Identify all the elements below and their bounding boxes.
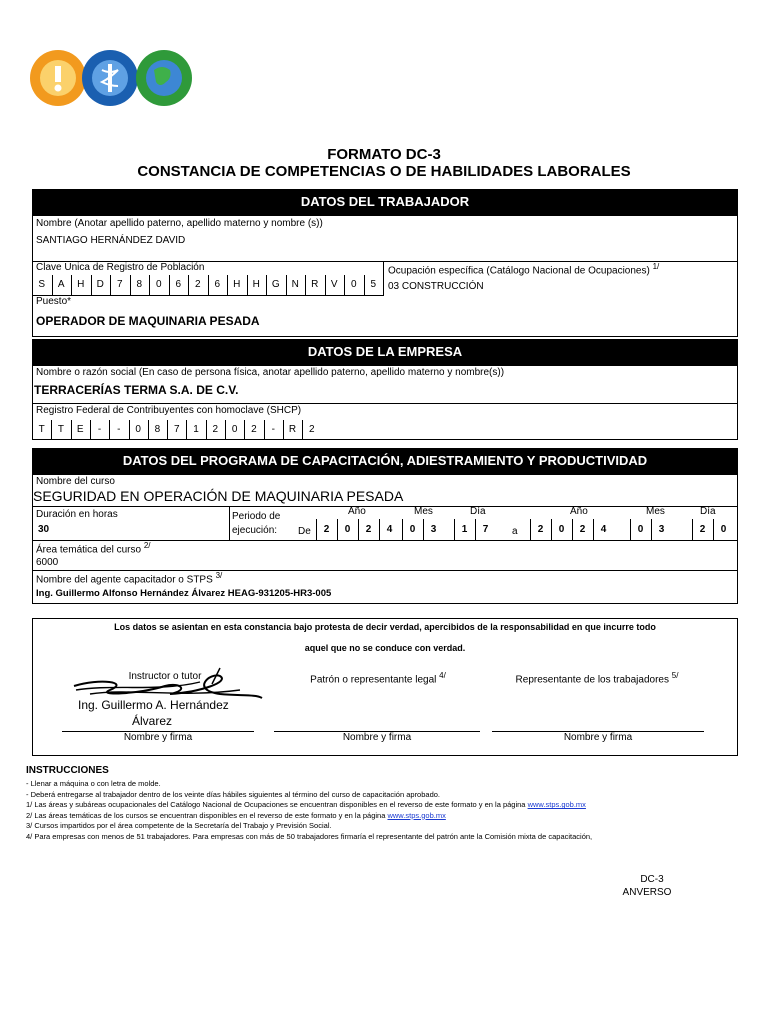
ocupacion-value: 03 CONSTRUCCIÓN (388, 281, 484, 292)
instruccion-3: 1/ Las áreas y subáreas ocupacionales del Catálogo Nacional de Ocupaciones se encuentran disponibles en el reverso de este formato y en la página www.stps.gob.mx (26, 800, 586, 810)
char-cell: 6 (214, 279, 221, 290)
char-cell: E (76, 424, 84, 435)
instruccion-4: 2/ Las áreas temáticas de los cursos se encuentran disponibles en el reverso de este formato y en la página www.stps.gob.mx (26, 810, 446, 820)
protesta-line-2: aquel que no se conduce con verdad. (304, 643, 466, 653)
char-cell: T (38, 424, 45, 435)
char-cell: - (97, 424, 102, 435)
date-digit: 2 (699, 524, 706, 535)
date-digit: 0 (344, 524, 351, 535)
fechas-ejecucion (316, 519, 738, 540)
footer-side: ANVERSO (622, 887, 672, 898)
agente-value: Ing. Guillermo Alfonso Hernández Álvarez HEAG-931205-HR3-005 (36, 588, 332, 599)
instruccion-2: - Deberá entregarse al trabajador dentro de los veinte días hábiles siguientes al término del curso de capacitación aprobado. (26, 789, 441, 799)
instructor-nombre-1: Ing. Guillermo A. Hernández (78, 698, 229, 712)
char-cell: 0 (231, 424, 238, 435)
instructor-nombre-firma: Nombre y firma (123, 732, 193, 743)
char-cell: 2 (194, 279, 201, 290)
char-cell: 0 (155, 279, 162, 290)
nombre-trabajador-label: Nombre (Anotar apellido paterno, apellido materno y nombre (s)) (36, 218, 323, 229)
area-tematica-value: 6000 (36, 557, 59, 568)
area-tematica-label: Área temática del curso $^{2/}$ (36, 541, 151, 556)
instruccion-6: 4/ Para empresas con menos de 51 trabajadores. Para empresas con más de 50 trabajadores firmaría el representante del patrón ante la Comisión mixta de capacitación, (26, 831, 593, 841)
curp-label: Clave Unica de Registro de Población (36, 262, 205, 273)
footer-code: DC-3 (640, 874, 664, 885)
representante-nombre-firma: Nombre y firma (563, 732, 633, 743)
date-digit: 0 (558, 524, 565, 535)
instrucciones-title: INSTRUCCIONES (26, 765, 109, 776)
instrucciones-list (26, 779, 746, 843)
section-header-trabajador: DATOS DEL TRABAJADOR (32, 189, 738, 215)
rfc-label: Registro Federal de Contribuyentes con homoclave (SHCP) (36, 405, 302, 416)
date-digit: 3 (430, 524, 437, 535)
fin-dia-label: Día (700, 506, 716, 517)
nombre-trabajador-value: SANTIAGO HERNÁNDEZ DAVID (36, 235, 186, 246)
rfc-chars (32, 420, 322, 440)
char-cell: H (233, 279, 241, 290)
char-cell: G (271, 279, 280, 290)
char-cell: 8 (154, 424, 161, 435)
curso-value: SEGURIDAD EN OPERACIÓN DE MAQUINARIA PESADA (33, 488, 404, 504)
instruccion-5: 3/ Cursos impartidos por el área competente de la Secretaría del Trabajo y Previsión Social. (26, 821, 332, 831)
char-cell: 2 (251, 424, 257, 435)
char-cell: R (311, 279, 319, 290)
char-cell: 1 (193, 424, 199, 435)
puesto-label: Puesto* (36, 296, 72, 307)
char-cell: 5 (370, 279, 377, 290)
puesto-value: OPERADOR DE MAQUINARIA PESADA (36, 314, 260, 328)
health-logo-icon (82, 50, 138, 106)
date-digit: 1 (461, 524, 468, 535)
stps-link-1[interactable]: www.stps.gob.mx (527, 800, 586, 810)
char-cell: 0 (350, 279, 357, 290)
date-digit: 2 (579, 524, 586, 535)
date-digit: 3 (658, 524, 665, 535)
date-digit: 2 (537, 524, 544, 535)
instructor-label: Instructor o tutor (128, 671, 202, 682)
duracion-value: 30 (38, 524, 50, 535)
char-cell: 8 (136, 279, 143, 290)
date-digit: 4 (600, 524, 607, 535)
de-label: De (298, 526, 311, 537)
char-cell: 0 (135, 424, 141, 435)
char-cell: H (252, 279, 260, 290)
ocupacion-label: Ocupación específica (Catálogo Nacional de Ocupaciones) $^{1/}$ (388, 262, 660, 277)
date-digit: 0 (720, 524, 727, 535)
safety-logo-icon (30, 50, 86, 106)
date-digit: 4 (386, 524, 393, 535)
char-cell: 2 (212, 424, 219, 435)
inicio-dia-label: Día (470, 506, 486, 517)
stps-logos (28, 46, 198, 108)
date-digit: 0 (637, 524, 644, 535)
char-cell: 7 (116, 279, 123, 290)
instruccion-1: - Llenar a máquina o con letra de molde. (26, 779, 161, 788)
char-cell: H (77, 279, 85, 290)
char-cell: R (288, 424, 297, 435)
fin-anio-label: Año (570, 506, 588, 517)
char-cell: A (57, 279, 65, 290)
patron-label: Patrón o representante legal $^{4/}$ (310, 671, 446, 686)
stps-link-2[interactable]: www.stps.gob.mx (387, 810, 446, 820)
environment-logo-icon (136, 50, 192, 106)
date-digit: 2 (365, 524, 372, 535)
char-cell: D (96, 279, 104, 290)
fin-mes-label: Mes (646, 506, 665, 517)
char-cell: N (291, 279, 299, 290)
char-cell: - (271, 424, 275, 435)
date-digit: 7 (482, 524, 489, 535)
curso-label: Nombre del curso (36, 476, 115, 487)
curp-chars (32, 275, 384, 295)
char-cell: 2 (309, 424, 315, 435)
duracion-label: Duración en horas (36, 509, 118, 520)
inicio-anio-label: Año (348, 506, 366, 517)
section-header-programa: DATOS DEL PROGRAMA DE CAPACITACIÓN, ADIESTRAMIENTO Y PRODUCTIVIDAD (32, 448, 738, 474)
instructor-nombre-2: Álvarez (132, 714, 173, 728)
date-digit: 0 (409, 524, 416, 535)
char-cell: - (117, 424, 121, 435)
agente-label: Nombre del agente capacitador o STPS $^{3/}$ (36, 571, 223, 586)
razon-social-value: TERRACERÍAS TERMA S.A. DE C.V. (34, 383, 239, 397)
char-cell: V (330, 279, 338, 290)
patron-nombre-firma: Nombre y firma (342, 732, 412, 743)
representante-label: Representante de los trabajadores $^{5/}$ (515, 671, 679, 686)
form-title: FORMATO DC-3 (327, 146, 441, 163)
periodo-label-2: ejecución: (232, 525, 278, 536)
char-cell: S (38, 279, 46, 290)
char-cell: T (57, 424, 64, 435)
char-cell: 6 (175, 279, 182, 290)
section-header-empresa: DATOS DE LA EMPRESA (32, 339, 738, 365)
char-cell: 7 (173, 424, 180, 435)
a-label: a (512, 526, 518, 537)
protesta-line-1: Los datos se asientan en esta constancia bajo protesta de decir verdad, apercibidos de la responsabilidad en que incurre todo (114, 622, 656, 632)
razon-social-label: Nombre o razón social (En caso de persona física, anotar apellido paterno, apellido materno y nombre(s)) (36, 367, 505, 378)
inicio-mes-label: Mes (414, 506, 433, 517)
form-subtitle: CONSTANCIA DE COMPETENCIAS O DE HABILIDADES LABORALES (137, 163, 631, 180)
date-digit: 2 (323, 524, 330, 535)
periodo-label-1: Periodo de (232, 511, 281, 522)
